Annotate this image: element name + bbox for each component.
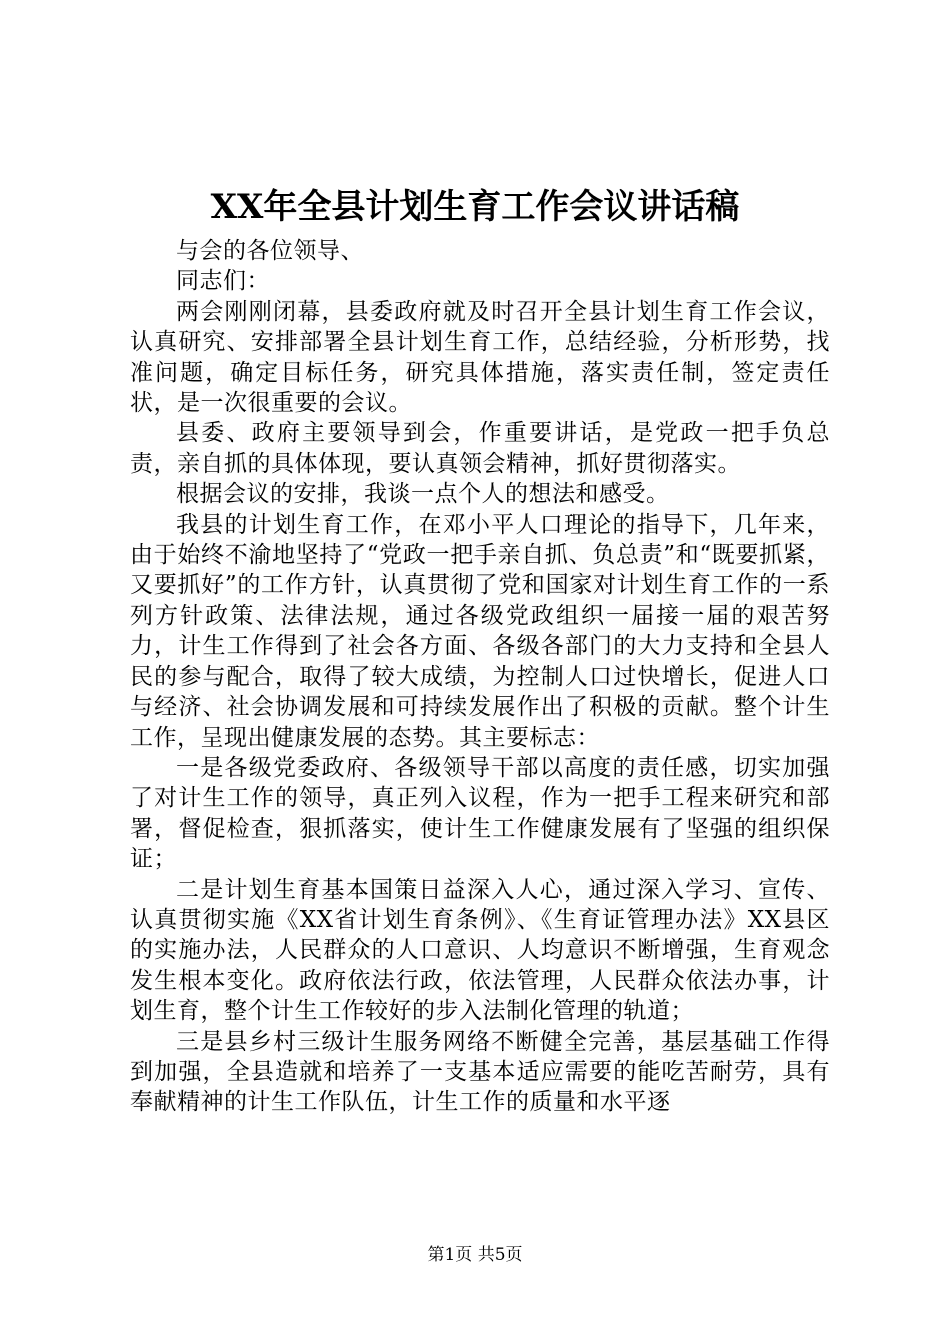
paragraph-achievements: 我县的计划生育工作，在邓小平人口理论的指导下，几年来，由于始终不渝地坚持了“党政一把手亲自抓、负总责”和“既要抓紧，又要抓好”的工作方针，认真贯彻了党和国家对计划生育工作的一系列方针政策、法律法规，通过各级党政组织一届接一届的艰苦努力，计生工作得到了社会各方面、各级各部门的大力支持和全县人民的参与配合，取得了较大成绩，为控制人口过快增长，促进人口与经济、社会协调发展和可持续发展作出了积极的贡献。整个计生工作，呈现出健康发展的态势。其主要标志：: [130, 511, 830, 751]
paragraph-leadership: 县委、政府主要领导到会，作重要讲话，是党政一把手负总责，亲自抓的具体体现，要认真领会精神，抓好贯彻落实。: [130, 420, 830, 477]
page-number-footer: 第1页 共5页: [427, 1245, 523, 1265]
paragraph-salutation-2: 同志们：: [176, 268, 270, 295]
paragraph-salutation-1: 与会的各位领导、: [176, 238, 364, 264]
paragraph-opening: 两会刚刚闭幕，县委政府就及时召开全县计划生育工作会议，认真研究、安排部署全县计划生育工作，总结经验，分析形势，找准问题，确定目标任务，研究具体措施，落实责任制，签定责任状，是一次很重要的会议。: [130, 298, 830, 417]
document-title: XX年全县计划生育工作会议讲话稿: [210, 187, 740, 227]
paragraph-point-two: 二是计划生育基本国策日益深入人心，通过深入学习、宣传、认真贯彻实施《XX省计划生育条例》、《生育证管理办法》XX县区的实施办法，人民群众的人口意识、人均意识不断增强，生育观念发生根本变化。政府依法行政，依法管理，人民群众依法办事，计划生育，整个计生工作较好的步入法制化管理的轨道；: [130, 876, 830, 1025]
paragraph-point-three: 三是县乡村三级计生服务网络不断健全完善，基层基础工作得到加强，全县造就和培养了一支基本适应需要的能吃苦耐劳，具有奉献精神的计生工作队伍，计生工作的质量和水平逐: [130, 1028, 830, 1116]
paragraph-intro: 根据会议的安排，我谈一点个人的想法和感受。: [176, 481, 670, 508]
paragraph-point-one: 一是各级党委政府、各级领导干部以高度的责任感，切实加强了对计生工作的领导，真正列入议程，作为一把手工程来研究和部署，督促检查，狠抓落实，使计生工作健康发展有了坚强的组织保证；: [130, 754, 830, 873]
document-body: [130, 236, 830, 1118]
